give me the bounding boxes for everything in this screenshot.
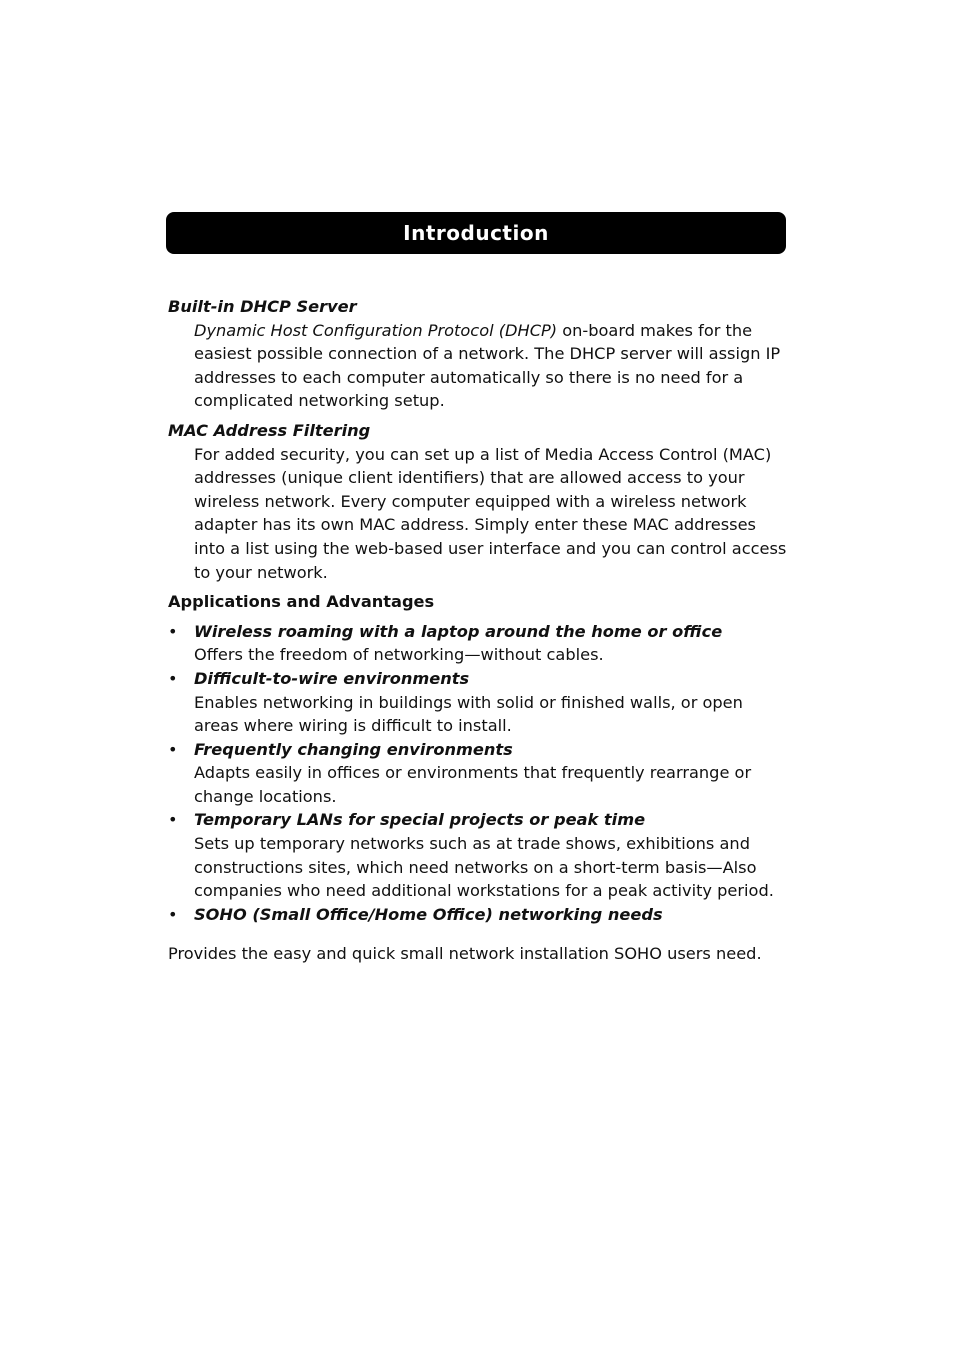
dhcp-body: on-board makes for the easiest possible connection of a network. The DHCP server will assign IP addresses to each computer automatically so there is no need for a complicated networking setup. xyxy=(194,320,781,411)
list-item-description: Adapts easily in offices or environments that frequently rearrange or change locations. xyxy=(194,763,752,806)
mac-heading: MAC Address Filtering xyxy=(168,420,371,440)
dhcp-heading: Built-in DHCP Server xyxy=(168,297,357,316)
list-item-title: Difficult-to-wire environments xyxy=(194,668,470,688)
list-item xyxy=(168,667,788,738)
mac-paragraph: For added security, you can set up a list of Media Access Control (MAC) addresses (unique client identifiers) that are allowed access to your wireless network. Every computer equipped with a wireless network adapter has its own MAC address. Simply enter these MAC addresses into a list using the web-based user interface and you can control access to your network. xyxy=(194,444,787,582)
list-item xyxy=(168,738,788,809)
bullet-icon: • xyxy=(168,668,178,688)
page-title: Introduction xyxy=(403,221,549,245)
document-body xyxy=(168,295,788,972)
section-banner xyxy=(166,212,786,254)
list-item-title: Temporary LANs for special projects or peak time xyxy=(194,810,646,830)
list-item-description: Offers the freedom of networking—without cables. xyxy=(194,645,604,665)
bullet-icon: • xyxy=(168,904,178,924)
list-item-description: Enables networking in buildings with solid or finished walls, or open areas where wiring is difficult to install. xyxy=(194,692,743,736)
dhcp-paragraph xyxy=(194,319,788,413)
list-item xyxy=(168,808,788,902)
mac-section xyxy=(168,419,788,584)
list-item-description: Sets up temporary networks such as at trade shows, exhibitions and constructions sites, which need networks on a short-term basis—Also companies who need additional workstations for a peak activity period. xyxy=(194,834,774,901)
list-item xyxy=(168,620,788,667)
list-item-title: Wireless roaming with a laptop around the home or office xyxy=(194,621,723,641)
applications-section xyxy=(168,590,788,966)
dhcp-term: Dynamic Host Configuration Protocol (DHCP) xyxy=(194,320,558,340)
dhcp-section xyxy=(168,295,788,413)
bullet-icon: • xyxy=(168,739,178,759)
applications-list xyxy=(168,620,788,927)
list-item xyxy=(168,903,788,927)
closing-paragraph: Provides the easy and quick small network installation SOHO users need. xyxy=(168,944,762,964)
bullet-icon: • xyxy=(168,810,178,830)
list-item-title: Frequently changing environments xyxy=(194,739,513,759)
list-item-title: SOHO (Small Office/Home Office) networking needs xyxy=(194,904,663,924)
bullet-icon: • xyxy=(168,621,178,641)
applications-heading: Applications and Advantages xyxy=(168,592,435,612)
